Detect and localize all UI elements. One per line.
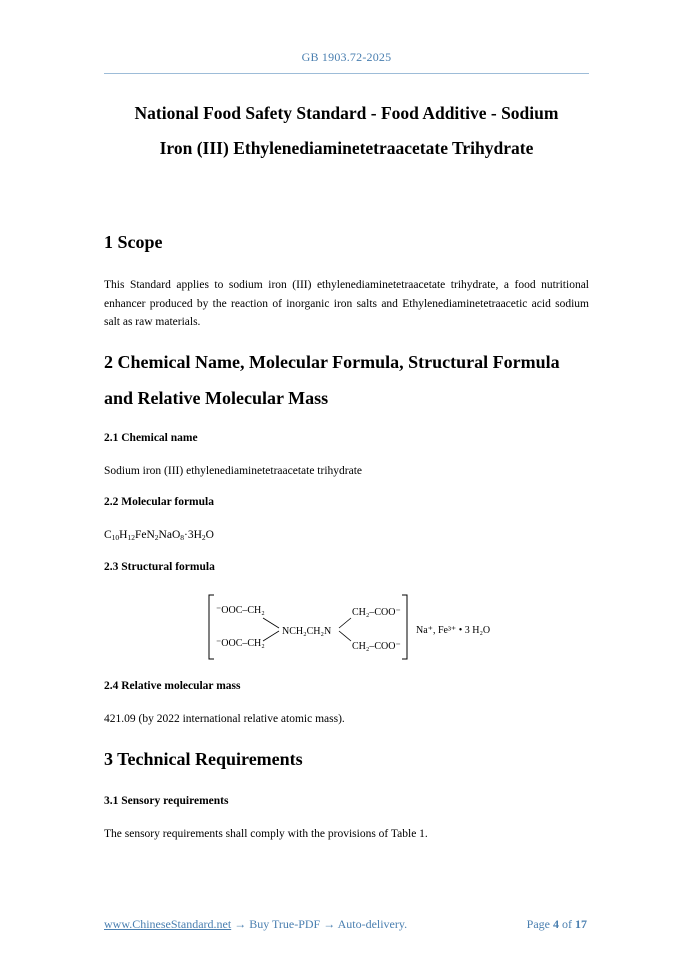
- section-2-heading-line-2: and Relative Molecular Mass: [104, 388, 329, 408]
- footer-tagline: → Buy True-PDF → Auto-delivery.: [231, 917, 408, 931]
- section-2-heading-line-1: 2 Chemical Name, Molecular Formula, Structural Formula: [104, 352, 560, 372]
- relative-molecular-mass-heading: 2.4 Relative molecular mass: [104, 680, 241, 692]
- site-link[interactable]: www.ChineseStandard.net: [104, 917, 232, 931]
- structural-formula-heading: 2.3 Structural formula: [104, 561, 215, 573]
- section-3-heading: 3 Technical Requirements: [104, 749, 303, 769]
- struct-counter-ions: Na⁺, Fe³⁺ • 3 H₂O: [416, 625, 491, 636]
- page-indicator: Page 4 of 17: [526, 917, 587, 931]
- title-line-2: Iron (III) Ethylenediaminetetraacetate Trihydrate: [159, 138, 534, 158]
- title-line-1: National Food Safety Standard - Food Additive - Sodium: [134, 103, 559, 123]
- relative-molecular-mass-text: 421.09 (by 2022 international relative atomic mass).: [104, 713, 345, 725]
- struct-bottom-left: ⁻OOC–CH₂: [216, 638, 265, 649]
- structural-formula-diagram: [206, 593, 506, 663]
- struct-top-right: CH₂–COO⁻: [352, 607, 401, 618]
- struct-top-left: ⁻OOC–CH₂: [216, 605, 265, 616]
- sensory-requirements-text: The sensory requirements shall comply with the provisions of Table 1.: [104, 828, 428, 840]
- current-page: 4: [553, 917, 559, 931]
- chemical-name-heading: 2.1 Chemical name: [104, 432, 198, 444]
- total-pages: 17: [575, 917, 587, 931]
- struct-bottom-right: CH₂–COO⁻: [352, 641, 401, 652]
- scope-paragraph: This Standard applies to sodium iron (III) ethylenediaminetetraacetate trihydrate, a food nutritional enhancer produced by the reaction of inorganic iron salts and Ethylenediaminetetraacetic acid sodium salt as raw materials.: [104, 279, 589, 328]
- struct-center: NCH₂CH₂N: [282, 626, 332, 637]
- header-divider: [104, 73, 589, 74]
- chemical-name-text: Sodium iron (III) ethylenediaminetetraacetate trihydrate: [104, 465, 362, 477]
- sensory-requirements-heading: 3.1 Sensory requirements: [104, 795, 229, 807]
- molecular-formula-heading: 2.2 Molecular formula: [104, 496, 214, 508]
- section-1-heading: 1 Scope: [104, 232, 163, 252]
- molecular-formula: $C_{10}H_{12}FeN_2NaO_8\cdot 3H_2O$: [104, 529, 214, 542]
- document-title: [104, 96, 589, 166]
- page-footer: [104, 917, 589, 932]
- document-code-header: GB 1903.72-2025: [301, 50, 392, 64]
- section-2-heading: [104, 344, 594, 416]
